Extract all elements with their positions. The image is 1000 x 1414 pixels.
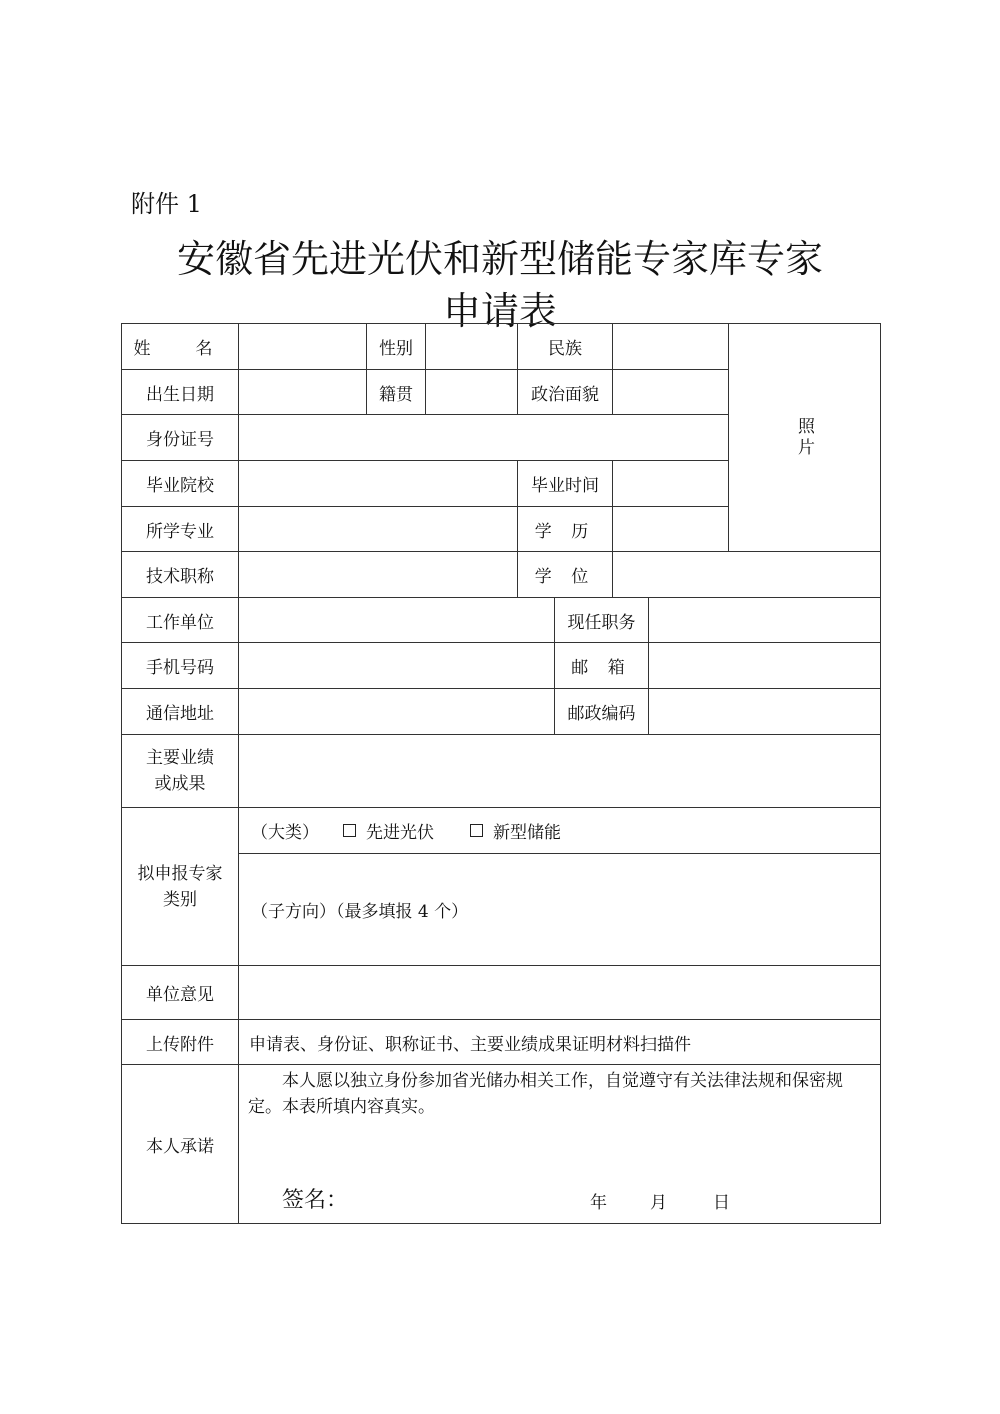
label-name: 姓 名 <box>121 323 239 370</box>
field-current-position[interactable] <box>648 597 881 643</box>
field-postal-code[interactable] <box>648 688 881 735</box>
field-achievements[interactable] <box>238 734 881 808</box>
label-current-position: 现任职务 <box>554 597 649 643</box>
label-phone: 手机号码 <box>121 642 239 689</box>
label-degree: 学 位 <box>517 551 613 598</box>
label-work-unit: 工作单位 <box>121 597 239 643</box>
category-main-label: （大类） <box>251 823 319 843</box>
checkbox-advanced-pv[interactable] <box>343 824 356 837</box>
photo-label: 照片 <box>794 416 814 459</box>
checkbox-new-storage[interactable] <box>470 824 483 837</box>
label-gender: 性别 <box>366 323 426 370</box>
attachment-label: 附件 1 <box>131 190 202 218</box>
date-month: 月 <box>650 1193 667 1213</box>
label-commitment: 本人承诺 <box>121 1064 239 1224</box>
label-achievements: 主要业绩 或成果 <box>121 734 239 808</box>
option-new-storage: 新型储能 <box>493 823 561 843</box>
field-school[interactable] <box>238 460 518 507</box>
field-education[interactable] <box>612 506 729 552</box>
label-id-number: 身份证号 <box>121 414 239 461</box>
field-address[interactable] <box>238 688 555 735</box>
form-title-line2: 申请表 <box>442 289 557 333</box>
field-title[interactable] <box>238 551 518 598</box>
field-political-status[interactable] <box>612 369 729 415</box>
label-ethnicity: 民族 <box>517 323 613 370</box>
field-ethnicity[interactable] <box>612 323 729 370</box>
label-email: 邮 箱 <box>554 642 649 689</box>
label-education: 学 历 <box>517 506 613 552</box>
field-work-unit[interactable] <box>238 597 555 643</box>
label-major: 所学专业 <box>121 506 239 552</box>
field-birth-date[interactable] <box>238 369 367 415</box>
field-gender[interactable] <box>425 323 518 370</box>
category-sub-row[interactable] <box>238 853 881 966</box>
signature-label: 签名： <box>282 1188 349 1213</box>
label-political-status: 政治面貌 <box>517 369 613 415</box>
date-year: 年 <box>590 1193 607 1213</box>
label-native-place: 籍贯 <box>366 369 426 415</box>
field-email[interactable] <box>648 642 881 689</box>
field-degree[interactable] <box>612 551 881 598</box>
category-sub-label: （子方向）（最多填报 4 个） <box>251 902 469 922</box>
category-main-row <box>238 807 881 854</box>
form-title-line1: 安徽省先进光伏和新型储能专家库专家 <box>176 237 823 281</box>
commitment-text: 本人愿以独立身份参加省光储办相关工作，自觉遵守有关法律法规和保密规定。本表所填内容真实。 <box>248 1071 843 1117</box>
field-unit-opinion[interactable] <box>238 965 881 1020</box>
label-graduation-time: 毕业时间 <box>517 460 613 507</box>
field-attachments: 申请表、身份证、职称证书、主要业绩成果证明材料扫描件 <box>238 1019 881 1065</box>
field-id-number[interactable] <box>238 414 729 461</box>
option-advanced-pv: 先进光伏 <box>366 823 434 843</box>
label-attachments: 上传附件 <box>121 1019 239 1065</box>
label-address: 通信地址 <box>121 688 239 735</box>
field-major[interactable] <box>238 506 518 552</box>
field-native-place[interactable] <box>425 369 518 415</box>
label-category: 拟申报专家 类别 <box>121 807 239 966</box>
label-unit-opinion: 单位意见 <box>121 965 239 1020</box>
field-graduation-time[interactable] <box>612 460 729 507</box>
photo-box[interactable] <box>728 323 881 552</box>
date-day: 日 <box>713 1193 730 1213</box>
label-birth-date: 出生日期 <box>121 369 239 415</box>
label-school: 毕业院校 <box>121 460 239 507</box>
field-name[interactable] <box>238 323 367 370</box>
field-phone[interactable] <box>238 642 555 689</box>
label-postal-code: 邮政编码 <box>554 688 649 735</box>
label-title: 技术职称 <box>121 551 239 598</box>
